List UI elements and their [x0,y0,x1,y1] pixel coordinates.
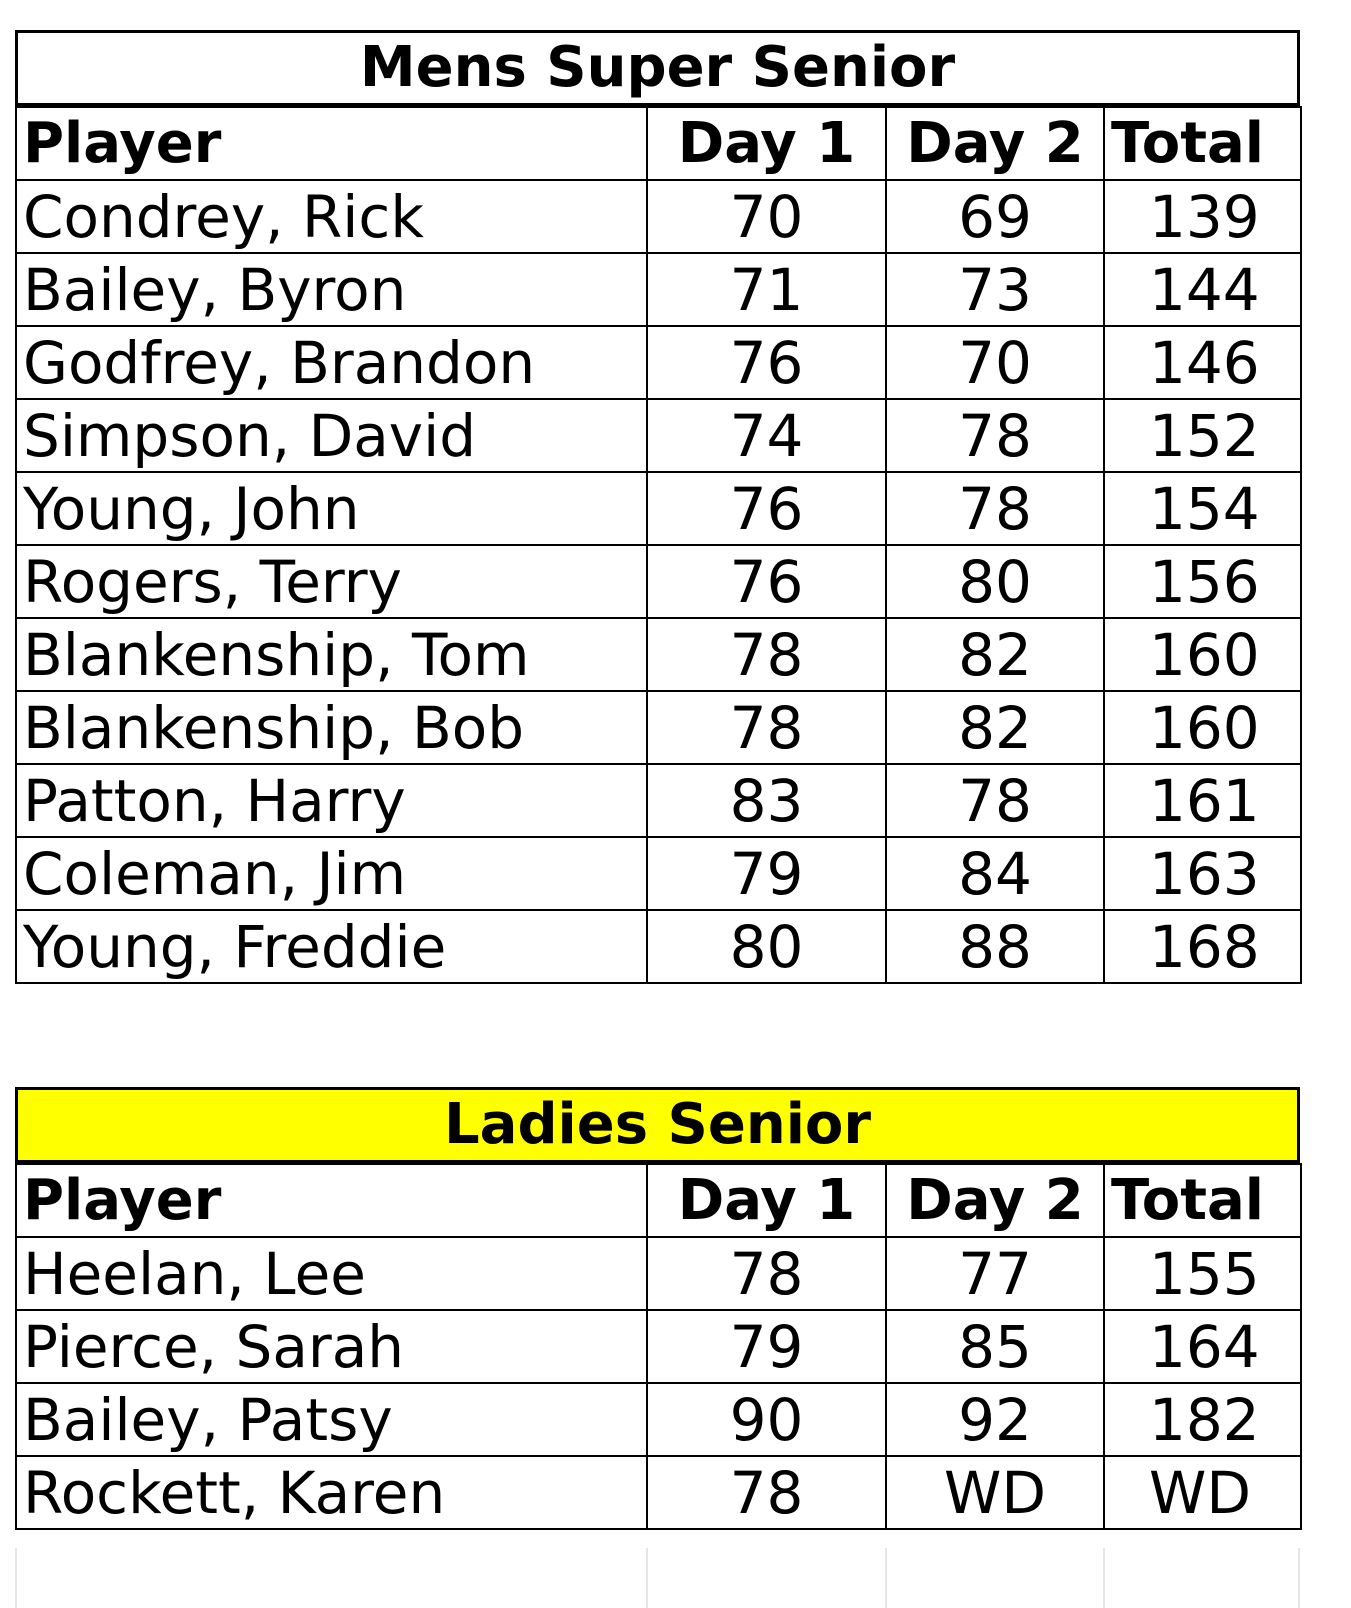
total-cell: 160 [1104,618,1301,691]
day2-cell: 84 [886,837,1104,910]
player-cell: Coleman, Jim [16,837,647,910]
player-cell: Simpson, David [16,399,647,472]
table-row [16,691,1301,764]
header-player: Player [16,107,647,180]
day2-cell: 82 [886,691,1104,764]
table-row [16,1383,1301,1456]
day2-cell: 70 [886,326,1104,399]
table-row [16,472,1301,545]
header-day2: Day 2 [886,107,1104,180]
player-cell: Young, John [16,472,647,545]
player-cell: Patton, Harry [16,764,647,837]
total-cell: 155 [1104,1237,1301,1310]
table-row [16,545,1301,618]
total-cell: 139 [1104,180,1301,253]
player-cell: Bailey, Byron [16,253,647,326]
header-total: Total [1104,1164,1301,1237]
day1-cell: 83 [647,764,886,837]
day1-cell: 76 [647,326,886,399]
player-cell: Bailey, Patsy [16,1383,647,1456]
table-row [16,399,1301,472]
day1-cell: 78 [647,1456,886,1529]
total-cell: 146 [1104,326,1301,399]
player-cell: Condrey, Rick [16,180,647,253]
header-day1: Day 1 [647,107,886,180]
ladies-senior-table [15,1087,1300,1530]
table-row [16,910,1301,983]
player-cell: Rockett, Karen [16,1456,647,1529]
table-row [16,764,1301,837]
total-cell: 163 [1104,837,1301,910]
header-row [16,107,1301,180]
results-grid [15,1163,1302,1530]
day1-cell: 74 [647,399,886,472]
day2-cell: 82 [886,618,1104,691]
day1-cell: 76 [647,472,886,545]
player-cell: Blankenship, Bob [16,691,647,764]
table-row [16,1310,1301,1383]
table-row [16,253,1301,326]
mens-super-senior-table [15,30,1300,984]
header-player: Player [16,1164,647,1237]
total-cell: WD [1104,1456,1301,1529]
player-cell: Godfrey, Brandon [16,326,647,399]
total-cell: 160 [1104,691,1301,764]
table-title: Mens Super Senior [15,30,1300,106]
total-cell: 161 [1104,764,1301,837]
day2-cell: 69 [886,180,1104,253]
day2-cell: 78 [886,472,1104,545]
day1-cell: 79 [647,837,886,910]
day2-cell: 92 [886,1383,1104,1456]
total-cell: 164 [1104,1310,1301,1383]
day1-cell: 78 [647,1237,886,1310]
header-row [16,1164,1301,1237]
day2-cell: 73 [886,253,1104,326]
day2-cell: 85 [886,1310,1104,1383]
total-cell: 152 [1104,399,1301,472]
header-total: Total [1104,107,1301,180]
day2-cell: 80 [886,545,1104,618]
total-cell: 156 [1104,545,1301,618]
table-row [16,1237,1301,1310]
day1-cell: 78 [647,618,886,691]
results-grid [15,106,1302,984]
header-day1: Day 1 [647,1164,886,1237]
header-day2: Day 2 [886,1164,1104,1237]
day2-cell: 88 [886,910,1104,983]
day1-cell: 70 [647,180,886,253]
table-row [16,180,1301,253]
day1-cell: 71 [647,253,886,326]
total-cell: 168 [1104,910,1301,983]
table-row [16,618,1301,691]
day2-cell: WD [886,1456,1104,1529]
table-row [16,837,1301,910]
day1-cell: 78 [647,691,886,764]
total-cell: 144 [1104,253,1301,326]
player-cell: Young, Freddie [16,910,647,983]
cut-off-next-row [15,1548,1300,1608]
day2-cell: 78 [886,399,1104,472]
day2-cell: 77 [886,1237,1104,1310]
day2-cell: 78 [886,764,1104,837]
total-cell: 182 [1104,1383,1301,1456]
day1-cell: 79 [647,1310,886,1383]
table-title: Ladies Senior [15,1087,1300,1163]
table-row [16,326,1301,399]
player-cell: Rogers, Terry [16,545,647,618]
day1-cell: 76 [647,545,886,618]
player-cell: Blankenship, Tom [16,618,647,691]
player-cell: Pierce, Sarah [16,1310,647,1383]
player-cell: Heelan, Lee [16,1237,647,1310]
day1-cell: 90 [647,1383,886,1456]
total-cell: 154 [1104,472,1301,545]
day1-cell: 80 [647,910,886,983]
table-row [16,1456,1301,1529]
